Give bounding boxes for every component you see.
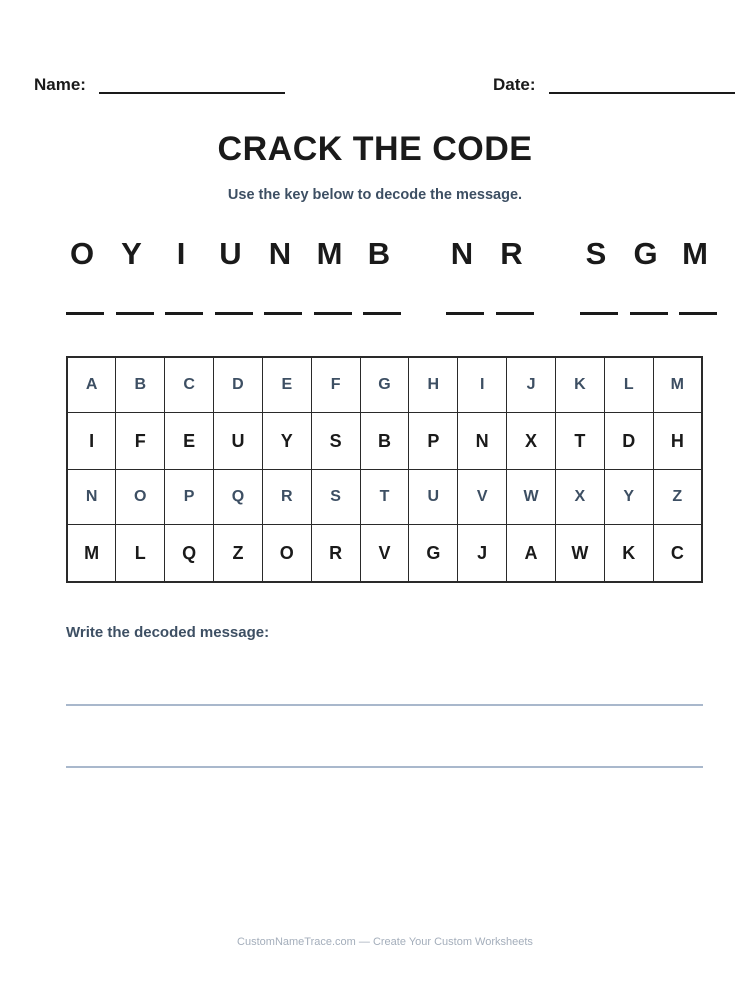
key-plain-letter: C bbox=[165, 357, 214, 413]
answer-line[interactable] bbox=[66, 766, 703, 768]
key-code-letter: M bbox=[67, 525, 116, 583]
key-plain-letter: K bbox=[555, 357, 604, 413]
key-code-letter: G bbox=[409, 525, 458, 583]
key-code-letter: C bbox=[653, 525, 702, 583]
key-code-letter: H bbox=[653, 413, 702, 470]
key-plain-letter: P bbox=[165, 470, 214, 525]
key-plain-letter: H bbox=[409, 357, 458, 413]
cipher-glyph: R bbox=[500, 236, 523, 271]
key-code-row bbox=[67, 525, 702, 583]
date-field[interactable] bbox=[493, 74, 735, 96]
answer-blank[interactable] bbox=[264, 312, 302, 315]
key-code-letter: Q bbox=[165, 525, 214, 583]
key-code-letter: N bbox=[458, 413, 507, 470]
key-plain-letter: V bbox=[458, 470, 507, 525]
key-plain-letter: A bbox=[67, 357, 116, 413]
key-code-letter: R bbox=[311, 525, 360, 583]
key-plain-row bbox=[67, 470, 702, 525]
decoded-message-label: Write the decoded message: bbox=[66, 624, 270, 641]
key-plain-letter: Q bbox=[214, 470, 263, 525]
cipher-glyph: N bbox=[450, 236, 474, 271]
cipher-letter bbox=[624, 236, 674, 326]
cipher-glyph: S bbox=[585, 236, 607, 271]
date-input-line[interactable] bbox=[549, 92, 735, 94]
key-code-letter: P bbox=[409, 413, 458, 470]
key-plain-letter: N bbox=[67, 470, 116, 525]
key-plain-letter: X bbox=[555, 470, 604, 525]
cipher-letter bbox=[258, 236, 308, 326]
cipher-glyph: I bbox=[176, 236, 186, 271]
date-label: Date: bbox=[493, 75, 536, 94]
answer-blank[interactable] bbox=[679, 312, 717, 315]
instructions: Use the key below to decode the message. bbox=[227, 187, 523, 203]
name-input-line[interactable] bbox=[99, 92, 285, 94]
name-label: Name: bbox=[34, 75, 86, 94]
cipher-letter bbox=[110, 236, 160, 326]
key-plain-letter: G bbox=[360, 357, 409, 413]
key-plain-letter: F bbox=[311, 357, 360, 413]
answer-blank[interactable] bbox=[165, 312, 203, 315]
key-code-letter: I bbox=[67, 413, 116, 470]
key-code-letter: O bbox=[262, 525, 311, 583]
cipher-word bbox=[440, 236, 539, 326]
key-code-letter: F bbox=[116, 413, 165, 470]
key-plain-letter: Y bbox=[604, 470, 653, 525]
key-code-letter: X bbox=[507, 413, 556, 470]
key-plain-letter: L bbox=[604, 357, 653, 413]
cipher-message bbox=[0, 236, 750, 326]
cipher-letter bbox=[357, 236, 407, 326]
cipher-letter bbox=[209, 236, 259, 326]
key-code-letter: A bbox=[507, 525, 556, 583]
answer-blank[interactable] bbox=[446, 312, 484, 315]
key-code-letter: Z bbox=[214, 525, 263, 583]
cipher-glyph: U bbox=[219, 236, 242, 271]
key-code-letter: K bbox=[604, 525, 653, 583]
cipher-word bbox=[574, 236, 723, 326]
cipher-letter bbox=[490, 236, 540, 326]
cipher-glyph: N bbox=[268, 236, 292, 271]
cipher-key-table bbox=[66, 356, 703, 583]
key-code-letter: L bbox=[116, 525, 165, 583]
answer-blank[interactable] bbox=[630, 312, 668, 315]
key-plain-letter: Z bbox=[653, 470, 702, 525]
cipher-letter bbox=[440, 236, 490, 326]
key-code-letter: U bbox=[214, 413, 263, 470]
key-code-letter: V bbox=[360, 525, 409, 583]
cipher-letter bbox=[60, 236, 110, 326]
key-plain-letter: M bbox=[653, 357, 702, 413]
cipher-letter bbox=[159, 236, 209, 326]
key-code-letter: W bbox=[555, 525, 604, 583]
cipher-glyph: Y bbox=[121, 236, 142, 271]
answer-blank[interactable] bbox=[215, 312, 253, 315]
key-plain-letter: W bbox=[507, 470, 556, 525]
key-plain-letter: I bbox=[458, 357, 507, 413]
cipher-glyph: B bbox=[367, 236, 391, 271]
cipher-letter bbox=[574, 236, 624, 326]
cipher-glyph: O bbox=[69, 236, 95, 271]
key-plain-letter: B bbox=[116, 357, 165, 413]
cipher-letter bbox=[308, 236, 358, 326]
key-plain-letter: E bbox=[262, 357, 311, 413]
cipher-glyph: G bbox=[633, 236, 658, 271]
key-code-letter: D bbox=[604, 413, 653, 470]
key-plain-letter: O bbox=[116, 470, 165, 525]
page-title: CRACK THE CODE bbox=[217, 130, 533, 168]
key-plain-letter: U bbox=[409, 470, 458, 525]
cipher-word bbox=[60, 236, 407, 326]
key-plain-letter: S bbox=[311, 470, 360, 525]
answer-line[interactable] bbox=[66, 704, 703, 706]
key-code-letter: S bbox=[311, 413, 360, 470]
key-code-letter: E bbox=[165, 413, 214, 470]
key-code-letter: B bbox=[360, 413, 409, 470]
key-plain-letter: R bbox=[262, 470, 311, 525]
answer-blank[interactable] bbox=[496, 312, 534, 315]
key-plain-row bbox=[67, 357, 702, 413]
answer-blank[interactable] bbox=[363, 312, 401, 315]
header-row bbox=[0, 74, 750, 98]
answer-blank[interactable] bbox=[314, 312, 352, 315]
cipher-letter bbox=[673, 236, 723, 326]
key-code-letter: Y bbox=[262, 413, 311, 470]
cipher-glyph: M bbox=[316, 236, 343, 271]
key-code-letter: T bbox=[555, 413, 604, 470]
answer-blank[interactable] bbox=[116, 312, 154, 315]
answer-blank[interactable] bbox=[66, 312, 104, 315]
footer-credit: CustomNameTrace.com — Create Your Custom Worksheets bbox=[237, 936, 533, 948]
answer-blank[interactable] bbox=[580, 312, 618, 315]
key-code-letter: J bbox=[458, 525, 507, 583]
key-plain-letter: T bbox=[360, 470, 409, 525]
name-field[interactable] bbox=[34, 74, 285, 96]
key-code-row bbox=[67, 413, 702, 470]
key-plain-letter: D bbox=[214, 357, 263, 413]
key-plain-letter: J bbox=[507, 357, 556, 413]
cipher-glyph: M bbox=[682, 236, 708, 271]
